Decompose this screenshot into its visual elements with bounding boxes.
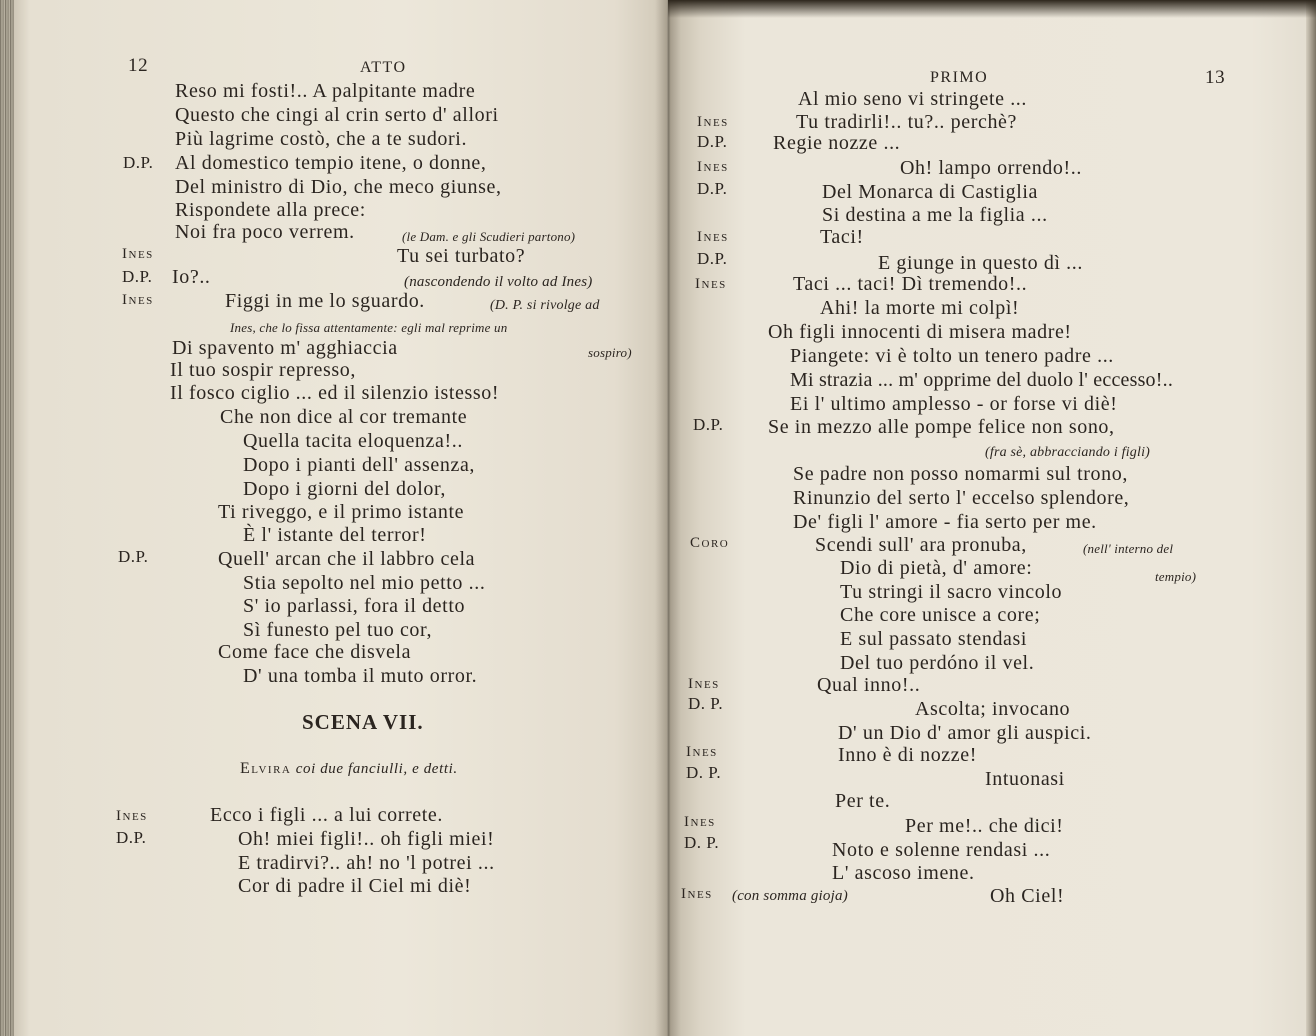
book-gutter	[655, 0, 681, 1036]
speaker-label: Ines	[122, 292, 154, 308]
verse-line: Si destina a me la figlia ...	[822, 204, 1048, 226]
page-number: 13	[1205, 67, 1226, 88]
verse-line: Che non dice al cor tremante	[220, 406, 468, 428]
verse-line: Figgi in me lo sguardo.	[225, 290, 425, 312]
page-edges-left	[0, 0, 14, 1036]
verse-line: Al domestico tempio itene, o donne,	[175, 152, 487, 174]
verse-line: L' ascoso imene.	[832, 862, 975, 884]
speaker-label: Ines	[697, 229, 729, 245]
verse-line: Rinunzio del serto l' eccelso splendore,	[793, 487, 1130, 509]
verse-line: È l' istante del terror!	[243, 524, 427, 546]
verse-line: Che core unisce a core;	[840, 604, 1041, 626]
verse-line: Il fosco ciglio ... ed il silenzio istesso!	[170, 382, 500, 404]
speaker-label: D.P.	[697, 249, 728, 268]
verse-line: D' una tomba il muto orror.	[243, 665, 478, 687]
verse-line: Taci!	[820, 226, 864, 248]
verse-line: Quell' arcan che il labbro cela	[218, 548, 476, 570]
verse-line: Rispondete alla prece:	[175, 199, 366, 221]
speaker-label: Ines	[697, 114, 729, 130]
verse-line: Qual inno!..	[817, 674, 921, 696]
verse-line: Ei l' ultimo amplesso - or forse vi diè!	[790, 393, 1118, 415]
verse-line: Regie nozze ...	[773, 132, 901, 154]
speaker-label: D.P.	[697, 132, 728, 151]
speaker-label: D.P.	[697, 179, 728, 198]
verse-line: Oh figli innocenti di misera madre!	[768, 321, 1072, 343]
speaker-label: Ines	[695, 276, 727, 292]
speaker-label: Ines	[681, 886, 713, 902]
verse-line: Mi strazia ... m' opprime del duolo l' eccesso!..	[790, 369, 1174, 391]
verse-line: Tu stringi il sacro vincolo	[840, 581, 1063, 603]
verse-line: Per me!.. che dici!	[905, 815, 1064, 837]
verse-line: Noi fra poco verrem.	[175, 221, 355, 243]
speaker-label: D.P.	[123, 153, 154, 172]
verse-line: Cor di padre il Ciel mi diè!	[238, 875, 472, 897]
verse-line: Sì funesto pel tuo cor,	[243, 619, 433, 641]
verse-line: Più lagrime costò, che a te sudori.	[175, 128, 468, 150]
running-head: ATTO	[360, 59, 407, 76]
verse-line: Taci ... taci! Dì tremendo!..	[793, 273, 1028, 295]
scene-cast	[240, 757, 458, 781]
stage-direction: (le Dam. e gli Scudieri partono)	[402, 229, 576, 244]
verse-line: Come face che disvela	[218, 641, 412, 663]
character-name: Elvira	[240, 760, 292, 777]
verse-line: Ascolta; invocano	[915, 698, 1071, 720]
scene-cast-text: coi due fanciulli, e detti.	[291, 761, 458, 777]
speaker-label: D. P.	[686, 763, 722, 782]
speaker-label: Ines	[116, 808, 148, 824]
verse-line: Dopo i giorni del dolor,	[243, 478, 447, 500]
verse-line: Dopo i pianti dell' assenza,	[243, 454, 476, 476]
verse-line: Il tuo sospir represso,	[170, 359, 356, 381]
verse-line: Ecco i figli ... a lui correte.	[210, 804, 443, 826]
speaker-label: Ines	[684, 814, 716, 830]
verse-line: D' un Dio d' amor gli auspici.	[838, 722, 1092, 744]
stage-direction: (nell' interno del	[1083, 541, 1174, 556]
speaker-label: D.P.	[118, 547, 149, 566]
stage-direction: (D. P. si rivolge ad	[490, 298, 600, 313]
scene-title: SCENA VII.	[302, 710, 424, 734]
verse-line: S' io parlassi, fora il detto	[243, 595, 466, 617]
stage-direction: (fra sè, abbracciando i figli)	[985, 445, 1151, 460]
speaker-label: Ines	[688, 676, 720, 692]
verse-line: Scendi sull' ara pronuba,	[815, 534, 1027, 556]
verse-line: Tu tradirli!.. tu?.. perchè?	[796, 111, 1017, 133]
speaker-label: D. P.	[684, 833, 720, 852]
verse-line: Reso mi fosti!.. A palpitante madre	[175, 80, 476, 102]
verse-line: Inno è di nozze!	[838, 744, 977, 766]
verse-line: Del ministro di Dio, che meco giunse,	[175, 176, 502, 198]
page-number: 12	[128, 55, 149, 76]
speaker-label: D. P.	[688, 694, 724, 713]
verse-line: Oh Ciel!	[990, 885, 1065, 907]
verse-line: Del tuo perdóno il vel.	[840, 652, 1035, 674]
stage-direction: sospiro)	[588, 345, 632, 360]
verse-line: Oh! miei figli!.. oh figli miei!	[238, 828, 495, 850]
speaker-label: Ines	[686, 744, 718, 760]
top-shadow	[668, 0, 1316, 18]
verse-line: E giunge in questo dì ...	[878, 252, 1083, 274]
speaker-label: Coro	[690, 535, 730, 551]
verse-line: E sul passato stendasi	[840, 628, 1028, 650]
verse-line: Se padre non posso nomarmi sul trono,	[793, 463, 1128, 485]
speaker-label: D.P.	[693, 415, 724, 434]
speaker-label: Ines	[122, 246, 154, 262]
stage-direction: tempio)	[1155, 569, 1197, 584]
verse-line: Intuonasi	[985, 768, 1065, 790]
verse-line: Noto e solenne rendasi ...	[832, 839, 1051, 861]
speaker-label: Ines	[697, 159, 729, 175]
verse-line: Piangete: vi è tolto un tenero padre ...	[790, 345, 1114, 367]
stage-direction: (con somma gioja)	[732, 888, 848, 904]
verse-line: Ti riveggo, e il primo istante	[218, 501, 465, 523]
running-head: PRIMO	[930, 69, 989, 86]
speaker-label: D.P.	[116, 828, 147, 847]
verse-line: E tradirvi?.. ah! no 'l potrei ...	[238, 852, 495, 874]
verse-line: Al mio seno vi stringete ...	[798, 88, 1027, 110]
verse-line: Quella tacita eloquenza!..	[243, 430, 463, 452]
verse-line: Del Monarca di Castiglia	[822, 181, 1039, 203]
verse-line: Ahi! la morte mi colpì!	[820, 297, 1020, 319]
verse-line: Questo che cingi al crin serto d' allori	[175, 104, 499, 126]
verse-line: Per te.	[835, 790, 891, 812]
speaker-label: D.P.	[122, 267, 153, 286]
stage-direction: (nascondendo il volto ad Ines)	[404, 274, 593, 290]
verse-line: Tu sei turbato?	[397, 245, 526, 267]
verse-line: Io?..	[172, 266, 211, 288]
verse-line: Se in mezzo alle pompe felice non sono,	[768, 416, 1115, 438]
page-edge-right	[1306, 0, 1316, 1036]
verse-line: Dio di pietà, d' amore:	[840, 557, 1033, 579]
verse-line: De' figli l' amore - fia serto per me.	[793, 511, 1097, 533]
verse-line: Stia sepolto nel mio petto ...	[243, 572, 486, 594]
stage-direction: Ines, che lo fissa attentamente: egli mal reprime un	[230, 320, 508, 335]
verse-line: Oh! lampo orrendo!..	[900, 157, 1082, 179]
verse-line: Di spavento m' agghiaccia	[172, 337, 398, 359]
